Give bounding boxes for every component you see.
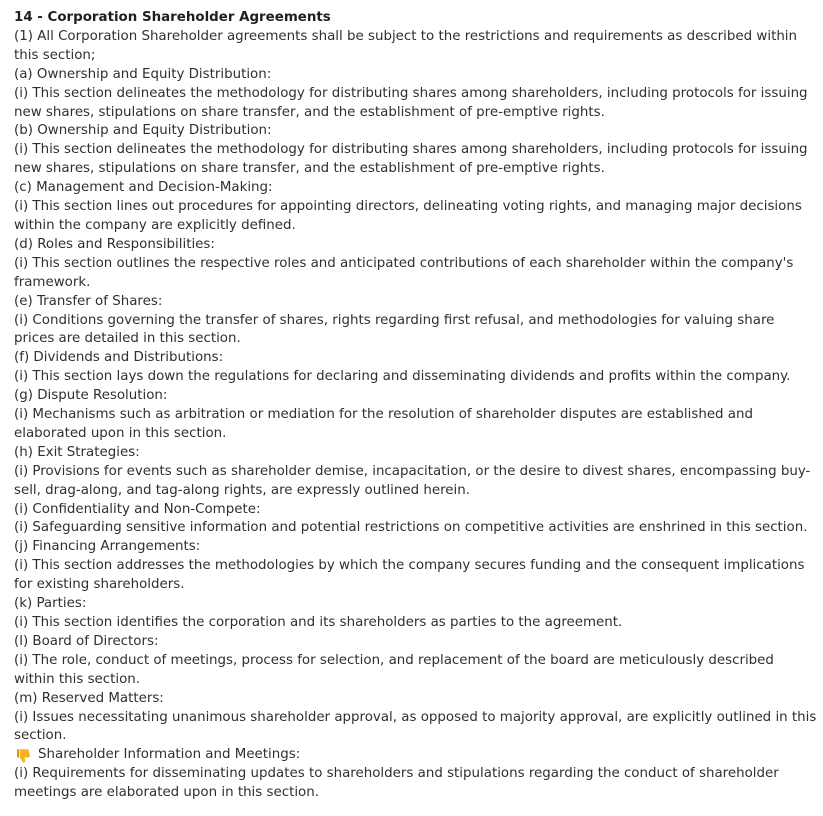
- section-heading: (b) Ownership and Equity Distribution:: [14, 123, 272, 139]
- section-m: [14, 690, 817, 747]
- section-heading: Shareholder Information and Meetings:: [38, 747, 301, 763]
- section-heading-row: [14, 746, 817, 765]
- section-g: [14, 387, 817, 444]
- section-body: (i) Issues necessitating unanimous shareholder approval, as opposed to majority approval, are explicitly outlined in this section.: [14, 709, 817, 744]
- section-heading: (g) Dispute Resolution:: [14, 388, 168, 404]
- section-body: (i) Safeguarding sensitive information and potential restrictions on competitive activities are enshrined in this section.: [14, 520, 808, 536]
- section-a: [14, 66, 817, 123]
- section-shareholder-info: [14, 746, 817, 803]
- section-heading: (d) Roles and Responsibilities:: [14, 236, 215, 252]
- section-h: [14, 444, 817, 501]
- section-i: [14, 501, 817, 539]
- section-body: (i) The role, conduct of meetings, process for selection, and replacement of the board are meticulously described within this section.: [14, 652, 774, 687]
- section-heading: (j) Financing Arrangements:: [14, 539, 201, 555]
- section-body: (i) This section lays down the regulations for declaring and disseminating dividends and profits within the company.: [14, 369, 791, 385]
- section-j: [14, 538, 817, 595]
- section-heading: (i) Confidentiality and Non-Compete:: [14, 501, 261, 517]
- section-c: [14, 179, 817, 236]
- document-title: 14 - Corporation Shareholder Agreements: [14, 10, 331, 25]
- section-body: (i) This section identifies the corporation and its shareholders as parties to the agreement.: [14, 615, 623, 630]
- section-body: (i) Requirements for disseminating updates to shareholders and stipulations regarding the conduct of shareholder meetings are elaborated upon in this section.: [14, 766, 779, 801]
- section-body: (i) Conditions governing the transfer of shares, rights regarding first refusal, and methodologies for valuing share prices are detailed in this section.: [14, 312, 775, 347]
- section-body: (i) This section addresses the methodologies by which the company secures funding and the consequent implications for existing shareholders.: [14, 558, 805, 593]
- section-body: (i) Mechanisms such as arbitration or mediation for the resolution of shareholder disputes are established and elaborated upon in this section.: [14, 407, 754, 441]
- section-f: [14, 349, 817, 387]
- section-body: (i) This section delineates the methodology for distributing shares among shareholders, including protocols for issuing new shares, stipulations on share transfer, and the establishment of pre-emptive rights.: [14, 85, 808, 120]
- section-d: [14, 236, 817, 293]
- section-heading: (l) Board of Directors:: [14, 633, 159, 649]
- section-body: (i) Provisions for events such as shareholder demise, incapacitation, or the desire to divest shares, encompassing buy-sell, drag-along, and tag-along rights, are expressly outlined herein.: [14, 463, 811, 498]
- section-body: (i) This section delineates the methodology for distributing shares among shareholders, including protocols for issuing new shares, stipulations on share transfer, and the establishment of pre-emptive rights.: [14, 142, 808, 177]
- section-heading: (f) Dividends and Distributions:: [14, 350, 224, 366]
- section-heading: (a) Ownership and Equity Distribution:: [14, 66, 272, 82]
- section-heading: (k) Parties:: [14, 596, 87, 612]
- thumbs-down-icon: [14, 747, 32, 765]
- section-l: [14, 633, 817, 690]
- section-body: (i) This section outlines the respective roles and anticipated contributions of each shareholder within the company's framework.: [14, 255, 794, 290]
- section-heading: (c) Management and Decision-Making:: [14, 180, 273, 196]
- section-heading: (h) Exit Strategies:: [14, 444, 140, 460]
- section-heading: (m) Reserved Matters:: [14, 690, 164, 706]
- section-k: [14, 595, 817, 633]
- section-e: [14, 293, 817, 350]
- intro-paragraph: (1) All Corporation Shareholder agreements shall be subject to the restrictions and requirements as described within this section;: [14, 28, 798, 63]
- section-heading: (e) Transfer of Shares:: [14, 293, 163, 309]
- section-body: (i) This section lines out procedures for appointing directors, delineating voting rights, and managing major decisions within the company are explicitly defined.: [14, 199, 802, 233]
- section-b: [14, 122, 817, 179]
